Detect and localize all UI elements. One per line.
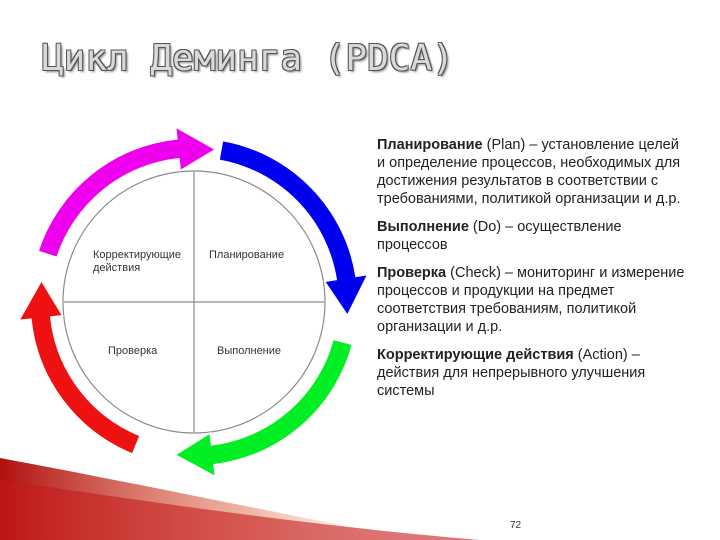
desc-do: Выполнение (Do) – осуществление процессов	[377, 219, 622, 253]
quadrant-act-label: Корректирующие действия	[93, 249, 182, 274]
quadrant-check-label: Проверка	[108, 345, 158, 357]
pdca-diagram	[0, 0, 370, 480]
slide-title: Цикл Деминга (PDCA)	[42, 38, 454, 79]
page-number: 72	[510, 520, 522, 531]
desc-act: Корректирующие действия (Action) – действия для непрерывного улучшения системы	[377, 347, 646, 399]
check-arrow	[19, 281, 140, 454]
desc-plan: Планирование (Plan) – установление целей и определение процессов, необходимых для достижения результатов в соответствии с требованиями, политикой организации и д.р.	[377, 137, 681, 207]
quadrant-plan-label: Планирование	[209, 249, 285, 261]
plan-arrow	[219, 140, 368, 315]
desc-check: Проверка (Check) – мониторинг и измерение процессов и продукции на предмет соответствия требованиям, политикой организации и д.р.	[377, 265, 685, 335]
quadrant-do-label: Выполнение	[217, 345, 282, 357]
do-arrow	[175, 339, 352, 476]
act-arrow	[38, 127, 215, 258]
description-block	[377, 136, 687, 410]
